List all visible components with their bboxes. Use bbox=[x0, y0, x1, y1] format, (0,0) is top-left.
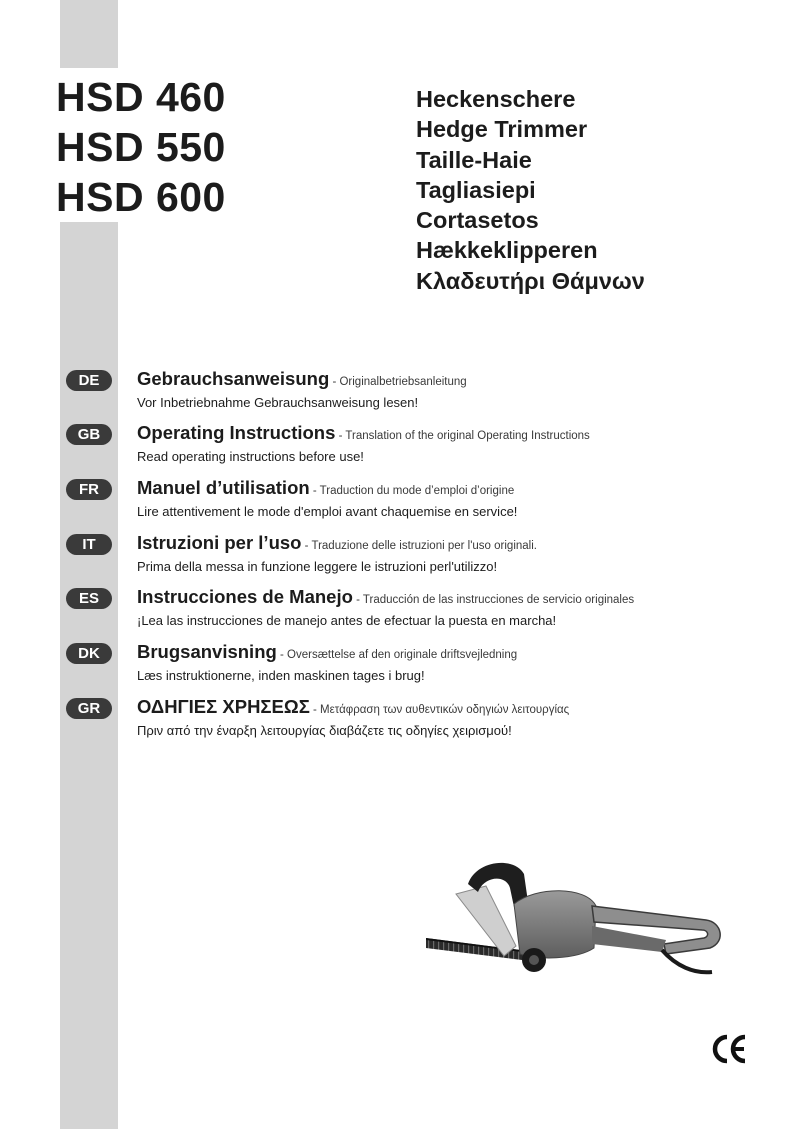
language-row-gr bbox=[66, 696, 786, 746]
manual-subtitle: - Traduzione delle istruzioni per l'uso originali. bbox=[301, 540, 537, 552]
manual-instruction: ¡Lea las instrucciones de manejo antes de efectuar la puesta en marcha! bbox=[137, 613, 557, 628]
language-row-it bbox=[66, 532, 786, 582]
manual-instruction: Vor Inbetriebnahme Gebrauchsanweisung lesen! bbox=[137, 395, 419, 410]
language-badge: GB bbox=[66, 424, 112, 445]
language-row-dk bbox=[66, 641, 786, 691]
language-row-de bbox=[66, 368, 786, 418]
ce-mark-icon bbox=[710, 1030, 748, 1068]
product-name: Κλαδευτήρι Θάμνων bbox=[416, 267, 645, 294]
sidebar-strip-top bbox=[60, 0, 118, 68]
manual-instruction: Πριν από την έναρξη λειτουργίας διαβάζετε τις οδηγίες χειρισμού! bbox=[137, 723, 512, 738]
manual-title: Instrucciones de Manejo bbox=[137, 586, 353, 607]
model-name: HSD 550 bbox=[56, 124, 226, 170]
product-name-list bbox=[416, 84, 645, 296]
manual-subtitle: - Translation of the original Operating Instructions bbox=[335, 430, 590, 442]
product-name: Taille-Haie bbox=[416, 146, 532, 173]
manual-subtitle: - Traducción de las instrucciones de servicio originales bbox=[352, 594, 635, 606]
hedge-trimmer-image bbox=[426, 856, 726, 986]
language-row-gb bbox=[66, 422, 786, 472]
manual-title: Istruzioni per l’uso bbox=[137, 532, 302, 553]
manual-title: Brugsanvisning bbox=[137, 641, 277, 662]
model-name: HSD 600 bbox=[56, 174, 226, 220]
language-badge: DE bbox=[66, 370, 112, 391]
manual-title: Operating Instructions bbox=[137, 422, 336, 443]
manual-title: Gebrauchsanweisung bbox=[137, 368, 330, 389]
language-badge: FR bbox=[66, 479, 112, 500]
manual-instruction: Read operating instructions before use! bbox=[137, 449, 364, 464]
manual-subtitle: - Μετάφραση των αυθεντικών οδηγιών λειτουργίας bbox=[309, 704, 570, 716]
product-name: Hedge Trimmer bbox=[416, 116, 588, 143]
manual-instruction: Lire attentivement le mode d'emploi avant chaquemise en service! bbox=[137, 504, 518, 519]
model-list bbox=[56, 72, 226, 222]
product-name: Heckenschere bbox=[416, 86, 576, 112]
manual-title: ΟΔΗΓΙΕΣ ΧΡΗΣΕΩΣ bbox=[137, 696, 310, 717]
manual-instruction: Prima della messa in funzione leggere le istruzioni perl'utilizzo! bbox=[137, 559, 498, 574]
language-badge: GR bbox=[66, 698, 112, 719]
manual-title: Manuel d’utilisation bbox=[137, 477, 310, 498]
manual-subtitle: - Traduction du mode d’emploi d’origine bbox=[309, 485, 515, 497]
model-name: HSD 460 bbox=[56, 74, 226, 120]
language-badge: DK bbox=[66, 643, 112, 664]
product-name: Hækkeklipperen bbox=[416, 237, 598, 264]
manual-subtitle: - Originalbetriebsanleitung bbox=[329, 376, 467, 388]
motor-housing-icon bbox=[514, 891, 596, 958]
manual-instruction: Læs instruktionerne, inden maskinen tages i brug! bbox=[137, 668, 425, 683]
language-row-fr bbox=[66, 477, 786, 527]
product-name: Tagliasiepi bbox=[416, 176, 536, 203]
manual-subtitle: - Oversættelse af den originale driftsvejledning bbox=[276, 649, 518, 661]
language-badge: ES bbox=[66, 588, 112, 609]
product-name: Cortasetos bbox=[416, 207, 539, 234]
language-badge: IT bbox=[66, 534, 112, 555]
language-row-es bbox=[66, 586, 786, 636]
